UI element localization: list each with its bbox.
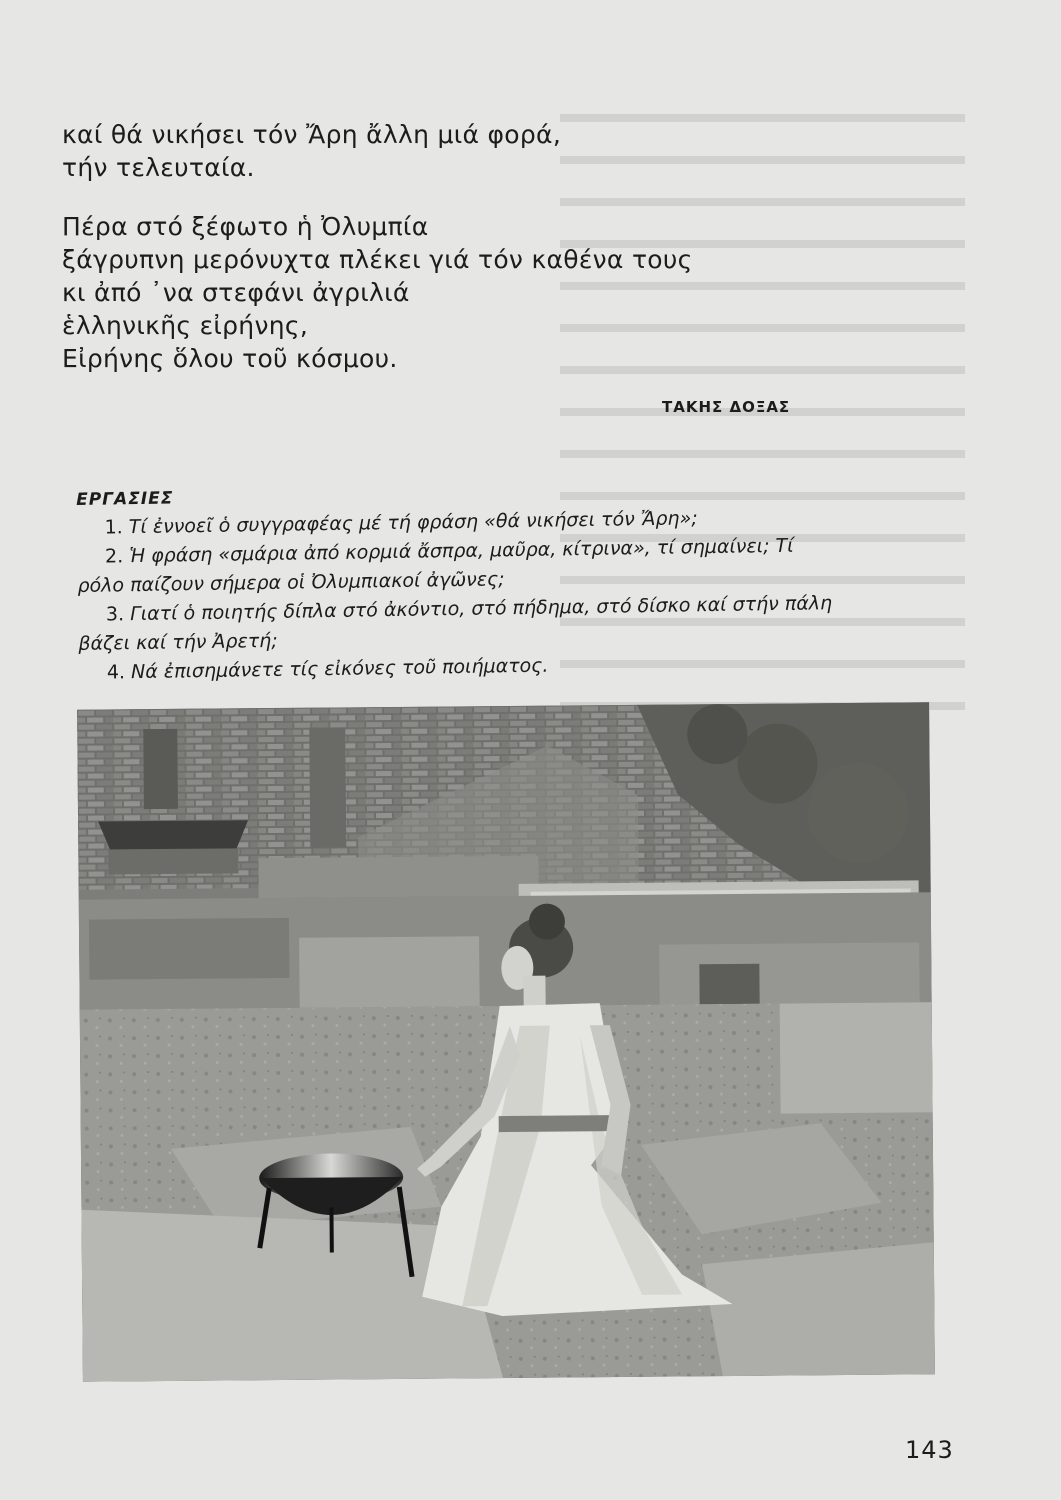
exercise-text: Γιατί ὁ ποιητής δίπλα στό ἀκόντιο, στό πήδημα, στό δίσκο καί στήν πάλη (129, 592, 833, 626)
exercise-text: Τί ἐννοεῖ ὁ συγγραφέας μέ τή φράση «θά νικήσει τόν Ἄρη»; (128, 507, 698, 539)
poem-line: κι ἀπό ᾽να στεφάνι ἀγριλιά (62, 278, 410, 307)
exercise-continuation: ρόλο παίζουν σήμερα οἱ Ὀλυμπιακοί ἀγῶνες; (77, 568, 505, 597)
exercises-section (76, 476, 939, 687)
exercise-text: Νά ἐπισημάνετε τίς εἰκόνες τοῦ ποιήματος. (130, 654, 549, 684)
poem-line: Πέρα στό ξέφωτο ἡ Ὀλυμπία (62, 212, 429, 241)
poem-line: καί θά νικήσει τόν Ἄρη ἄλλη μιά φορά, (62, 120, 562, 149)
poem-line: ἑλληνικῆς εἰρήνης, (62, 311, 309, 340)
poem-author: ΤΑΚΗΣ ΔΟΞΑΣ (662, 398, 791, 416)
stone-ledge (258, 856, 538, 898)
exercise-number: 2. (104, 545, 124, 568)
poem-line: Εἰρήνης ὅλου τοῦ κόσμου. (62, 344, 398, 373)
exercise-text: Ἡ φράση «σμάρια ἀπό κορμιά ἄσπρα, μαῦρα, κίτρινα», τί σημαίνει; Τί (129, 534, 794, 568)
exercise-continuation: βάζει καί τήν Ἀρετή; (78, 629, 278, 655)
poem-line: ξάγρυπνη μερόνυχτα πλέκει γιά τόν καθένα τους (62, 245, 693, 274)
poem (62, 118, 782, 375)
column-right (309, 727, 346, 847)
exercise-number: 4. (106, 661, 126, 684)
column-left (143, 729, 178, 809)
exercises-heading: ΕΡΓΑΣΙΕΣ (76, 488, 174, 510)
page-number: 143 (905, 1436, 954, 1464)
exercise-number: 1. (104, 516, 123, 539)
poem-line: τήν τελευταία. (62, 153, 255, 182)
exercise-number: 3. (105, 603, 125, 626)
photo-olympia-priestess (77, 702, 935, 1381)
